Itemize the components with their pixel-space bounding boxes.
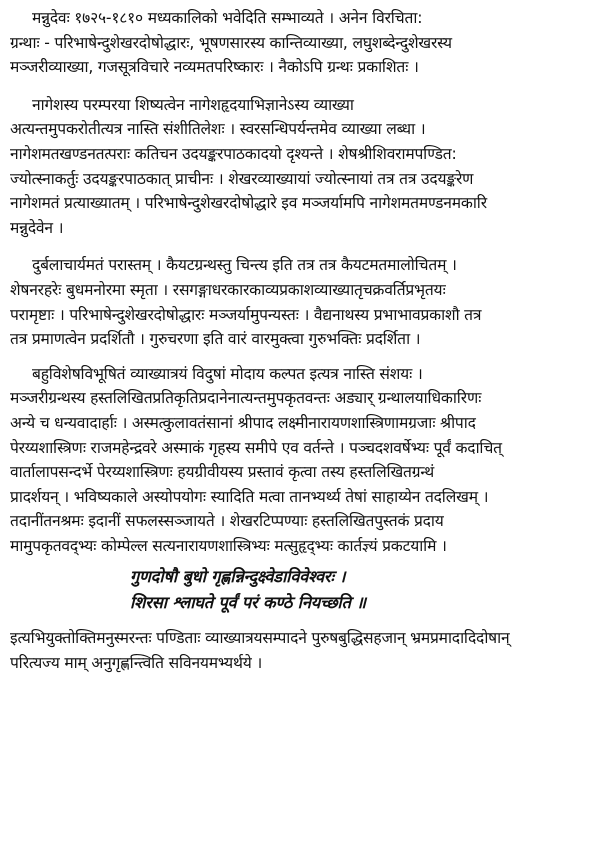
paragraph-closing-request: [10, 626, 592, 675]
text-line: दुर्बलाचार्यमतं परास्तम् । कैयटग्रन्थस्तु चिन्त्य इति तत्र तत्र कैयटमतमालोचितम् ।: [32, 256, 457, 275]
text-line: परामृष्टाः । परिभाषेन्दुशेखरदोषोद्धारः मञ्जर्यामुपन्यस्तः । वैद्यनाथस्य प्रभाभावप्रकाशौ तत्र: [10, 305, 482, 324]
paragraph-acknowledgements: [10, 362, 592, 559]
paragraph-mannudeva-works: [10, 6, 592, 80]
text-line: मञ्जरीव्याख्या, गजसूत्रविचारे नव्यमतपरिष्कारः । नैकोऽपि ग्रन्थः प्रकाशितः ।: [10, 58, 419, 77]
text-line: बहुविशेषविभूषितं व्याख्यात्रयं विदुषां मोदाय कल्पत इत्यत्र नास्ति संशयः ।: [32, 364, 423, 383]
text-line: वार्तालापसन्दर्भे पेरय्यशास्त्रिणः हयग्रीवीयस्य प्रस्तावं कृत्वा तस्य हस्तलिखितग्रन्थं: [10, 463, 435, 482]
text-line: तत्र प्रमाणत्वेन प्रदर्शितौ । गुरुचरणा इति वारं वारमुक्त्वा गुरुभक्तिः प्रदर्शिता ।: [10, 330, 421, 349]
text-line: नागेशमतखण्डनतत्पराः कतिचन उदयङ्करपाठकादयो दृश्यन्ते । शेषश्रीशिवरामपण्डित:: [10, 144, 457, 163]
text-line: ज्योत्स्नाकर्तुः उदयङ्करपाठकात् प्राचीनः । शेखरव्याख्यायां ज्योत्स्नायां तत्र तत्र उदयङ्करेण: [10, 169, 474, 188]
paragraph-nagesha-tradition: [10, 93, 592, 241]
verse-block: [10, 564, 592, 616]
text-line: नागेशस्य परम्परया शिष्यत्वेन नागेशहृदयाभिज्ञानेऽस्य व्याख्या: [32, 95, 354, 114]
text-line: अत्यन्तमुपकरोतीत्यत्र नास्ति संशीतिलेशः । स्वरसन्धिपर्यन्तमेव व्याख्या लब्धा ।: [10, 120, 426, 139]
text-line: पेरय्यशास्त्रिणः राजमहेन्द्रवरे अस्माकं गृहस्य समीपे एव वर्तन्ते । पञ्चदशवर्षेभ्यः पूर्वं कदाचित्: [10, 438, 502, 457]
verse-line: शिरसा श्लाघते पूर्वं परं कण्ठे नियच्छति ॥: [130, 593, 366, 613]
text-line: अन्ये च धन्यवादार्हाः । अस्मत्कुलावतंसानां श्रीपाद लक्ष्मीनारायणशास्त्रिणामग्रजाः श्रीपाद: [10, 413, 476, 432]
verse-line: गुणदोषौ बुधो गृह्णन्निन्दुक्ष्वेडाविवेश्वरः ।: [130, 567, 346, 587]
text-line: मन्नुदेवः १७२५-१८१० मध्यकालिको भवेदिति सम्भाव्यते । अनेन विरचिता:: [32, 9, 423, 27]
text-line: ग्रन्थाः - परिभाषेन्दुशेखरदोषोद्धारः, भूषणसारस्य कान्तिव्याख्या, लघुशब्देन्दुशेखरस्य: [10, 33, 452, 52]
text-line: नागेशमतं प्रत्याख्यातम् । परिभाषेन्दुशेखरदोषोद्धारे इव मञ्जर्यामपि नागेशमतमण्डनमकारि: [10, 194, 487, 213]
text-line: मन्नुदेवेन ।: [10, 218, 64, 237]
text-line: प्रादर्शयन् । भविष्यकाले अस्योपयोगः स्यादिति मत्वा तानभ्यर्थ्य तेषां साहाय्येन तदलिखम् ।: [10, 487, 489, 506]
text-line: परित्यज्य माम् अनुगृह्णन्त्विति सविनयमभ्यर्थये ।: [10, 654, 263, 673]
text-line: मामुपकृतवद्भ्यः कोम्पेल्ल सत्यनारायणशास्त्रिभ्यः मत्सुहृद्भ्यः कार्तज्ञ्यं प्रकटयामि ।: [10, 536, 447, 555]
paragraph-refutations: [10, 253, 592, 351]
text-line: शेषनरहरेः बुधमनोरमा स्मृता । रसगङ्गाधरकारकाव्यप्रकाशव्याख्यातृचक्रवर्तिप्रभृतयः: [10, 280, 446, 299]
text-line: मञ्जरीग्रन्थस्य हस्तलिखितप्रतिकृतिप्रदानेनात्यन्तमुपकृतवन्तः अड्यार् ग्रन्थालयाधिकारिणः: [10, 389, 482, 408]
text-line: तदानींतनश्रमः इदानीं सफलस्सञ्जायते । शेखरटिप्पण्याः हस्तलिखितपुस्तकं प्रदाय: [10, 512, 444, 531]
text-line: इत्यभियुक्तोक्तिमनुस्मरन्तः पण्डिताः व्याख्यात्रयसम्पादने पुरुषबुद्धिसहजान् भ्रमप्रमादादिदोषान्: [10, 629, 510, 648]
